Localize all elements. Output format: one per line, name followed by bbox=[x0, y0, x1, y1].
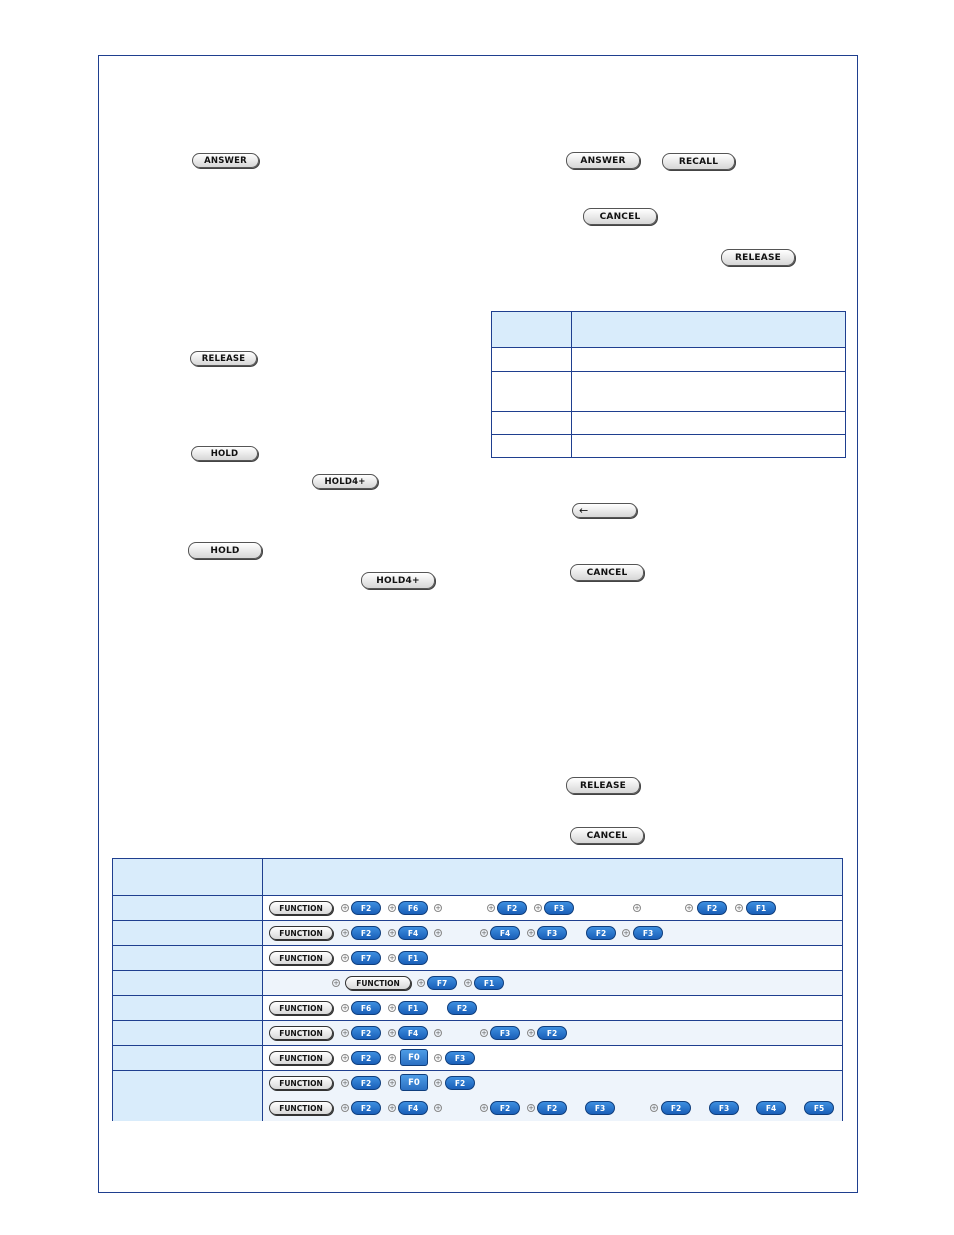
plus-icon: + bbox=[686, 904, 692, 912]
table-row bbox=[113, 971, 842, 996]
plus-icon: + bbox=[488, 904, 494, 912]
f3-key[interactable]: F3 bbox=[445, 1051, 475, 1065]
plus-icon: + bbox=[435, 1054, 441, 1062]
f3-key[interactable]: F3 bbox=[537, 926, 567, 940]
f6-key[interactable]: F6 bbox=[398, 901, 428, 915]
plus-icon: + bbox=[481, 929, 487, 937]
f1-key[interactable]: F1 bbox=[746, 901, 776, 915]
table-row bbox=[492, 348, 845, 372]
key-table-header bbox=[113, 859, 842, 896]
f2-key[interactable]: F2 bbox=[351, 901, 381, 915]
reason-table-header bbox=[492, 312, 845, 348]
table-row bbox=[113, 1071, 842, 1121]
plus-icon: + bbox=[389, 954, 395, 962]
plus-icon: + bbox=[389, 904, 395, 912]
cancel-button[interactable]: CANCEL bbox=[583, 208, 657, 225]
plus-icon: + bbox=[435, 929, 441, 937]
back-button[interactable] bbox=[572, 503, 637, 518]
cancel-button-2[interactable]: CANCEL bbox=[570, 564, 644, 581]
left-arrow-icon: ← bbox=[579, 504, 589, 517]
cancel-button-3[interactable]: CANCEL bbox=[570, 827, 644, 844]
function-key[interactable]: FUNCTION bbox=[269, 1026, 333, 1040]
f7-key[interactable]: F7 bbox=[427, 976, 457, 990]
f4-key[interactable]: F4 bbox=[398, 1101, 428, 1115]
table-row bbox=[492, 435, 845, 458]
answer-button-right[interactable]: ANSWER bbox=[566, 152, 640, 169]
plus-icon: + bbox=[389, 929, 395, 937]
plus-icon: + bbox=[736, 904, 742, 912]
f1-key[interactable]: F1 bbox=[398, 951, 428, 965]
function-key[interactable]: FUNCTION bbox=[269, 926, 333, 940]
recall-button[interactable]: RECALL bbox=[662, 153, 735, 170]
f3-key[interactable]: F3 bbox=[633, 926, 663, 940]
release-button-right[interactable]: RELEASE bbox=[721, 249, 795, 266]
plus-icon: + bbox=[389, 1104, 395, 1112]
plus-icon: + bbox=[342, 1054, 348, 1062]
function-key[interactable]: FUNCTION bbox=[269, 1076, 333, 1090]
plus-icon: + bbox=[342, 1079, 348, 1087]
function-key[interactable]: FUNCTION bbox=[269, 901, 333, 915]
plus-icon: + bbox=[342, 1004, 348, 1012]
f2-key[interactable]: F2 bbox=[497, 901, 527, 915]
hold4-button[interactable]: HOLD4+ bbox=[312, 474, 378, 489]
plus-icon: + bbox=[342, 904, 348, 912]
f1-key[interactable]: F1 bbox=[474, 976, 504, 990]
plus-icon: + bbox=[342, 1104, 348, 1112]
function-key[interactable]: FUNCTION bbox=[269, 1051, 333, 1065]
function-key[interactable]: FUNCTION bbox=[345, 976, 411, 990]
f2-key[interactable]: F2 bbox=[661, 1101, 691, 1115]
answer-button[interactable]: ANSWER bbox=[192, 153, 259, 168]
f1-key[interactable]: F1 bbox=[398, 1001, 428, 1015]
plus-icon: + bbox=[651, 1104, 657, 1112]
plus-icon: + bbox=[389, 1079, 395, 1087]
plus-icon: + bbox=[481, 1029, 487, 1037]
function-key[interactable]: FUNCTION bbox=[269, 951, 333, 965]
plus-icon: + bbox=[342, 929, 348, 937]
plus-icon: + bbox=[435, 1029, 441, 1037]
plus-icon: + bbox=[528, 929, 534, 937]
plus-icon: + bbox=[535, 904, 541, 912]
hold4-button-large[interactable]: HOLD4+ bbox=[361, 572, 435, 589]
hold-button[interactable]: HOLD bbox=[191, 446, 258, 461]
f2-key[interactable]: F2 bbox=[490, 1101, 520, 1115]
plus-icon: + bbox=[342, 954, 348, 962]
f4-key[interactable]: F4 bbox=[398, 1026, 428, 1040]
reason-table bbox=[491, 311, 846, 458]
plus-icon: + bbox=[481, 1104, 487, 1112]
f3-key[interactable]: F3 bbox=[709, 1101, 739, 1115]
table-row bbox=[492, 412, 845, 435]
plus-icon: + bbox=[623, 929, 629, 937]
hold-button-large[interactable]: HOLD bbox=[188, 542, 262, 559]
table-row bbox=[113, 1046, 842, 1071]
f2-key[interactable]: F2 bbox=[447, 1001, 477, 1015]
f3-key[interactable]: F3 bbox=[585, 1101, 615, 1115]
plus-icon: + bbox=[435, 1079, 441, 1087]
function-key[interactable]: FUNCTION bbox=[269, 1001, 333, 1015]
plus-icon: + bbox=[435, 1104, 441, 1112]
plus-icon: + bbox=[389, 1029, 395, 1037]
table-row bbox=[113, 896, 842, 921]
plus-icon: + bbox=[389, 1004, 395, 1012]
f2-key[interactable]: F2 bbox=[537, 1101, 567, 1115]
f2-key[interactable]: F2 bbox=[351, 1051, 381, 1065]
table-row bbox=[113, 1021, 842, 1046]
f2-key[interactable]: F2 bbox=[586, 926, 616, 940]
release-button[interactable]: RELEASE bbox=[190, 351, 257, 366]
f0-key[interactable]: F0 bbox=[400, 1074, 428, 1091]
plus-icon: + bbox=[342, 1029, 348, 1037]
f4-key[interactable]: F4 bbox=[490, 926, 520, 940]
f3-key[interactable]: F3 bbox=[544, 901, 574, 915]
f6-key[interactable]: F6 bbox=[351, 1001, 381, 1015]
f4-key[interactable]: F4 bbox=[756, 1101, 786, 1115]
plus-icon: + bbox=[465, 979, 471, 987]
f3-key[interactable]: F3 bbox=[490, 1026, 520, 1040]
plus-icon: + bbox=[389, 1054, 395, 1062]
plus-icon: + bbox=[634, 904, 640, 912]
table-row bbox=[492, 372, 845, 412]
f2-key[interactable]: F2 bbox=[351, 926, 381, 940]
plus-icon: + bbox=[418, 979, 424, 987]
plus-icon: + bbox=[333, 979, 339, 987]
f2-key[interactable]: F2 bbox=[697, 901, 727, 915]
plus-icon: + bbox=[528, 1104, 534, 1112]
f5-key[interactable]: F5 bbox=[804, 1101, 834, 1115]
f2-key[interactable]: F2 bbox=[445, 1076, 475, 1090]
table-row bbox=[113, 946, 842, 971]
plus-icon: + bbox=[435, 904, 441, 912]
f2-key[interactable]: F2 bbox=[537, 1026, 567, 1040]
f0-key[interactable]: F0 bbox=[400, 1049, 428, 1066]
f4-key[interactable]: F4 bbox=[398, 926, 428, 940]
table-row bbox=[113, 996, 842, 1021]
f2-key[interactable]: F2 bbox=[351, 1026, 381, 1040]
function-key[interactable]: FUNCTION bbox=[269, 1101, 333, 1115]
plus-icon: + bbox=[528, 1029, 534, 1037]
f2-key[interactable]: F2 bbox=[351, 1076, 381, 1090]
f2-key[interactable]: F2 bbox=[351, 1101, 381, 1115]
f7-key[interactable]: F7 bbox=[351, 951, 381, 965]
key-sequence-table bbox=[112, 858, 843, 1121]
release-button-2[interactable]: RELEASE bbox=[566, 777, 640, 794]
table-row bbox=[113, 921, 842, 946]
